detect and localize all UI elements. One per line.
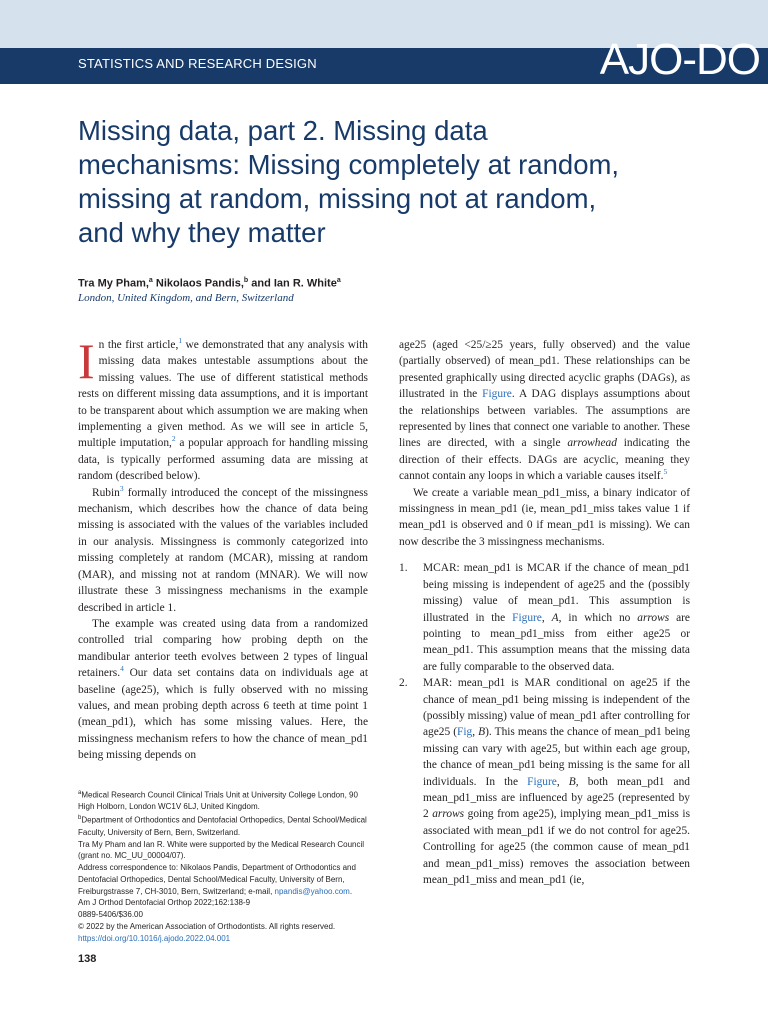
reference-link-4[interactable]: 4 <box>120 664 124 674</box>
list-number: 2. <box>399 677 408 690</box>
text-run: , in which no <box>558 611 638 624</box>
text-run: we demonstrated that any analysis with missing data makes untestable assumptions about the missing values. The use of different statistical methods rests on different missing data assumptions, and it is important to be transparent about which assumption we are making when implementing a given method. As we will see in article 5, multiple imputation, <box>78 339 368 450</box>
drop-cap: I <box>78 333 95 389</box>
mechanism-list <box>399 560 690 888</box>
text-run: , <box>541 611 552 624</box>
author-list <box>78 277 341 290</box>
journal-logo[interactable]: AJO-DO <box>599 35 760 84</box>
paragraph-indicator: We create a variable mean_pd1_miss, a binary indicator of missingness in mean_pd1 (ie, mean_pd1_miss takes value 1 if mean_pd1 is observed and 0 if mean_pd1 is missing). We can now describe the 3 missingness mechanisms. <box>399 486 690 548</box>
author-pham-affil-mark: a <box>148 277 153 284</box>
text-run: MCAR: mean_pd1 is MCAR if the chance of mean_pd1 being missing is independent of age25 and the (possibly missing) value of mean_pd1. This assumption is illustrated in the <box>423 562 690 624</box>
author-white: and Ian R. White <box>248 277 337 290</box>
emphasis: arrows <box>432 808 465 821</box>
figure-link[interactable]: Figure <box>512 611 542 624</box>
footnote-affiliation-a <box>78 788 374 813</box>
text-run: are pointing to mean_pd1_miss from either age25 or mean_pd1. This assumption means that the missing data are fully comparable to the observed data. <box>423 611 690 673</box>
text-run: MAR: mean_pd1 is MAR conditional on age25 if the chance of mean_pd1 being missing is independent of the (possibly missing) value of mean_pd1 after controlling for age25 ( <box>423 677 690 739</box>
text-run: formally introduced the concept of the missingness mechanism, which describes how the chance of data being missing is associated with the values of the variables included in our analysis. Missingness is commonly categorized into missing completely at random (MCAR), missing at random (MAR), and missing not at random (MNAR). We will now illustrate these 3 missingness mechanisms in the example described in article 1. <box>78 486 368 614</box>
text-run: Department of Orthodontics and Dentofacial Orthopedics, Dental School/Medical Faculty, University of Bern, Bern, Switzerland. <box>78 815 367 837</box>
figure-link[interactable]: Fig <box>457 726 473 739</box>
body-column-right <box>399 337 690 888</box>
author-white-affil-mark: a <box>336 277 341 284</box>
text-run: age25 (aged <25/≥25 years, fully observed) and the value (partially observed) of mean_pd1. These relationships can be presented graphically using directed acyclic graphs (DAGs), as illustrated in the <box>399 339 690 401</box>
emphasis: arrowhead <box>567 437 617 450</box>
footnote-issn: 0889-5406/$36.00 <box>78 910 143 920</box>
article-title: Missing data, part 2. Missing data mechanisms: Missing completely at random, missing at random, missing not at random, and why they matter <box>78 115 620 248</box>
reference-link-1[interactable]: 1 <box>178 336 183 346</box>
footnotes <box>78 788 374 945</box>
page-number: 138 <box>78 953 97 965</box>
footnote-copyright: © 2022 by the American Association of Orthodontists. All rights reserved. <box>78 922 336 932</box>
doi-link[interactable]: https://doi.org/10.1016/j.ajodo.2022.04.001 <box>78 933 231 943</box>
figure-link[interactable]: Figure <box>527 775 557 788</box>
emphasis: B <box>478 726 486 739</box>
list-item-mcar <box>399 560 690 675</box>
list-number: 1. <box>399 562 408 575</box>
paragraph-example <box>78 616 368 764</box>
text-run: , <box>472 726 479 739</box>
reference-link-5[interactable]: 5 <box>663 467 668 477</box>
text-run: . <box>349 886 353 896</box>
reference-link-3[interactable]: 3 <box>119 483 124 493</box>
footnote-mark: b <box>78 815 82 822</box>
reference-link-2[interactable]: 2 <box>171 434 176 444</box>
text-run: , <box>556 775 569 788</box>
footnote-funding: Tra My Pham and Ian R. White were supported by the Medical Research Council (grant no. MC_UU_00004/07). <box>78 839 365 861</box>
text-run: ). This means the chance of mean_pd1 being missing can vary with age25, but within each age group, the chance of mean_pd1 being missing is the same for all individuals. In the <box>423 726 691 788</box>
text-run: . A DAG displays assumptions about the relationships between variables. The assumptions are represented by lines that connect one variable to another. These lines are directed, with a single <box>399 388 690 450</box>
text-run: Address correspondence to: Nikolaos Pandis, Department of Orthodontics and Dentofacial Orthopedics, Dental School/Medical Faculty, University of Bern, Freiburgstrasse 7, CH-3010, Bern, Switzerland; e-mail, <box>78 863 356 896</box>
footnote-affiliation-b <box>78 813 374 838</box>
text-run: Rubin <box>92 486 120 499</box>
text-run: The example was created using data from a randomized controlled trial comparing how probing depth on the mandibular anterior teeth evolves between 2 types of lingual retainers. <box>78 617 368 680</box>
body-column-left <box>78 333 368 764</box>
emphasis: A <box>551 611 559 624</box>
text-run: Medical Research Council Clinical Trials Unit at University College London, 90 High Holborn, London WC1V 6LJ, United Kingdom. <box>78 790 358 812</box>
emphasis: B <box>568 775 576 788</box>
author-pandis: Nikolaos Pandis, <box>152 277 244 290</box>
paragraph-intro <box>78 333 368 485</box>
author-affiliation: London, United Kingdom, and Bern, Switzerland <box>78 292 294 304</box>
footnote-correspondence <box>78 862 374 897</box>
emphasis: arrows <box>637 611 670 624</box>
text-run: indicating the direction of their effects. DAGs are acyclic, meaning they cannot contain any loops in which a variable causes itself. <box>399 437 690 483</box>
paragraph-dag <box>399 337 690 485</box>
text-run: Our data set contains data on individuals age at baseline (age25), which is fully observed with no missing values, and mean probing depth across 6 teeth at time point 1 (mean_pd1), which has some missing values. Here, the missingness mechanism refers to how the chance of mean_pd1 being missing depends on <box>78 667 368 762</box>
text-run: , both mean_pd1 and mean_pd1_miss are influenced by age25 (represented by 2 <box>423 775 690 821</box>
author-pandis-affil-mark: b <box>243 277 249 284</box>
email-link[interactable]: npandis@yahoo.com <box>274 886 350 896</box>
list-item-mar <box>399 675 690 888</box>
paragraph-rubin <box>78 485 368 616</box>
footnote-citation: Am J Orthod Dentofacial Orthop 2022;162:138-9 <box>78 898 251 908</box>
text-run: going from age25), implying mean_pd1_miss is associated with mean_pd1 if we do not control for age25. Controlling for age25 (the common cause of mean_pd1 and mean_pd1_miss) removes the association between mean_pd1_miss and mean_pd1 (ie, <box>423 808 690 886</box>
figure-link[interactable]: Figure <box>482 388 512 401</box>
footnote-mark: a <box>78 790 82 796</box>
text-run: n the first article, <box>98 339 179 351</box>
section-label: STATISTICS AND RESEARCH DESIGN <box>78 56 317 71</box>
text-run: a popular approach for handling missing data, is typically performed assuming data are missing at random (described below). <box>78 437 368 483</box>
author-pham: Tra My Pham, <box>78 277 149 290</box>
